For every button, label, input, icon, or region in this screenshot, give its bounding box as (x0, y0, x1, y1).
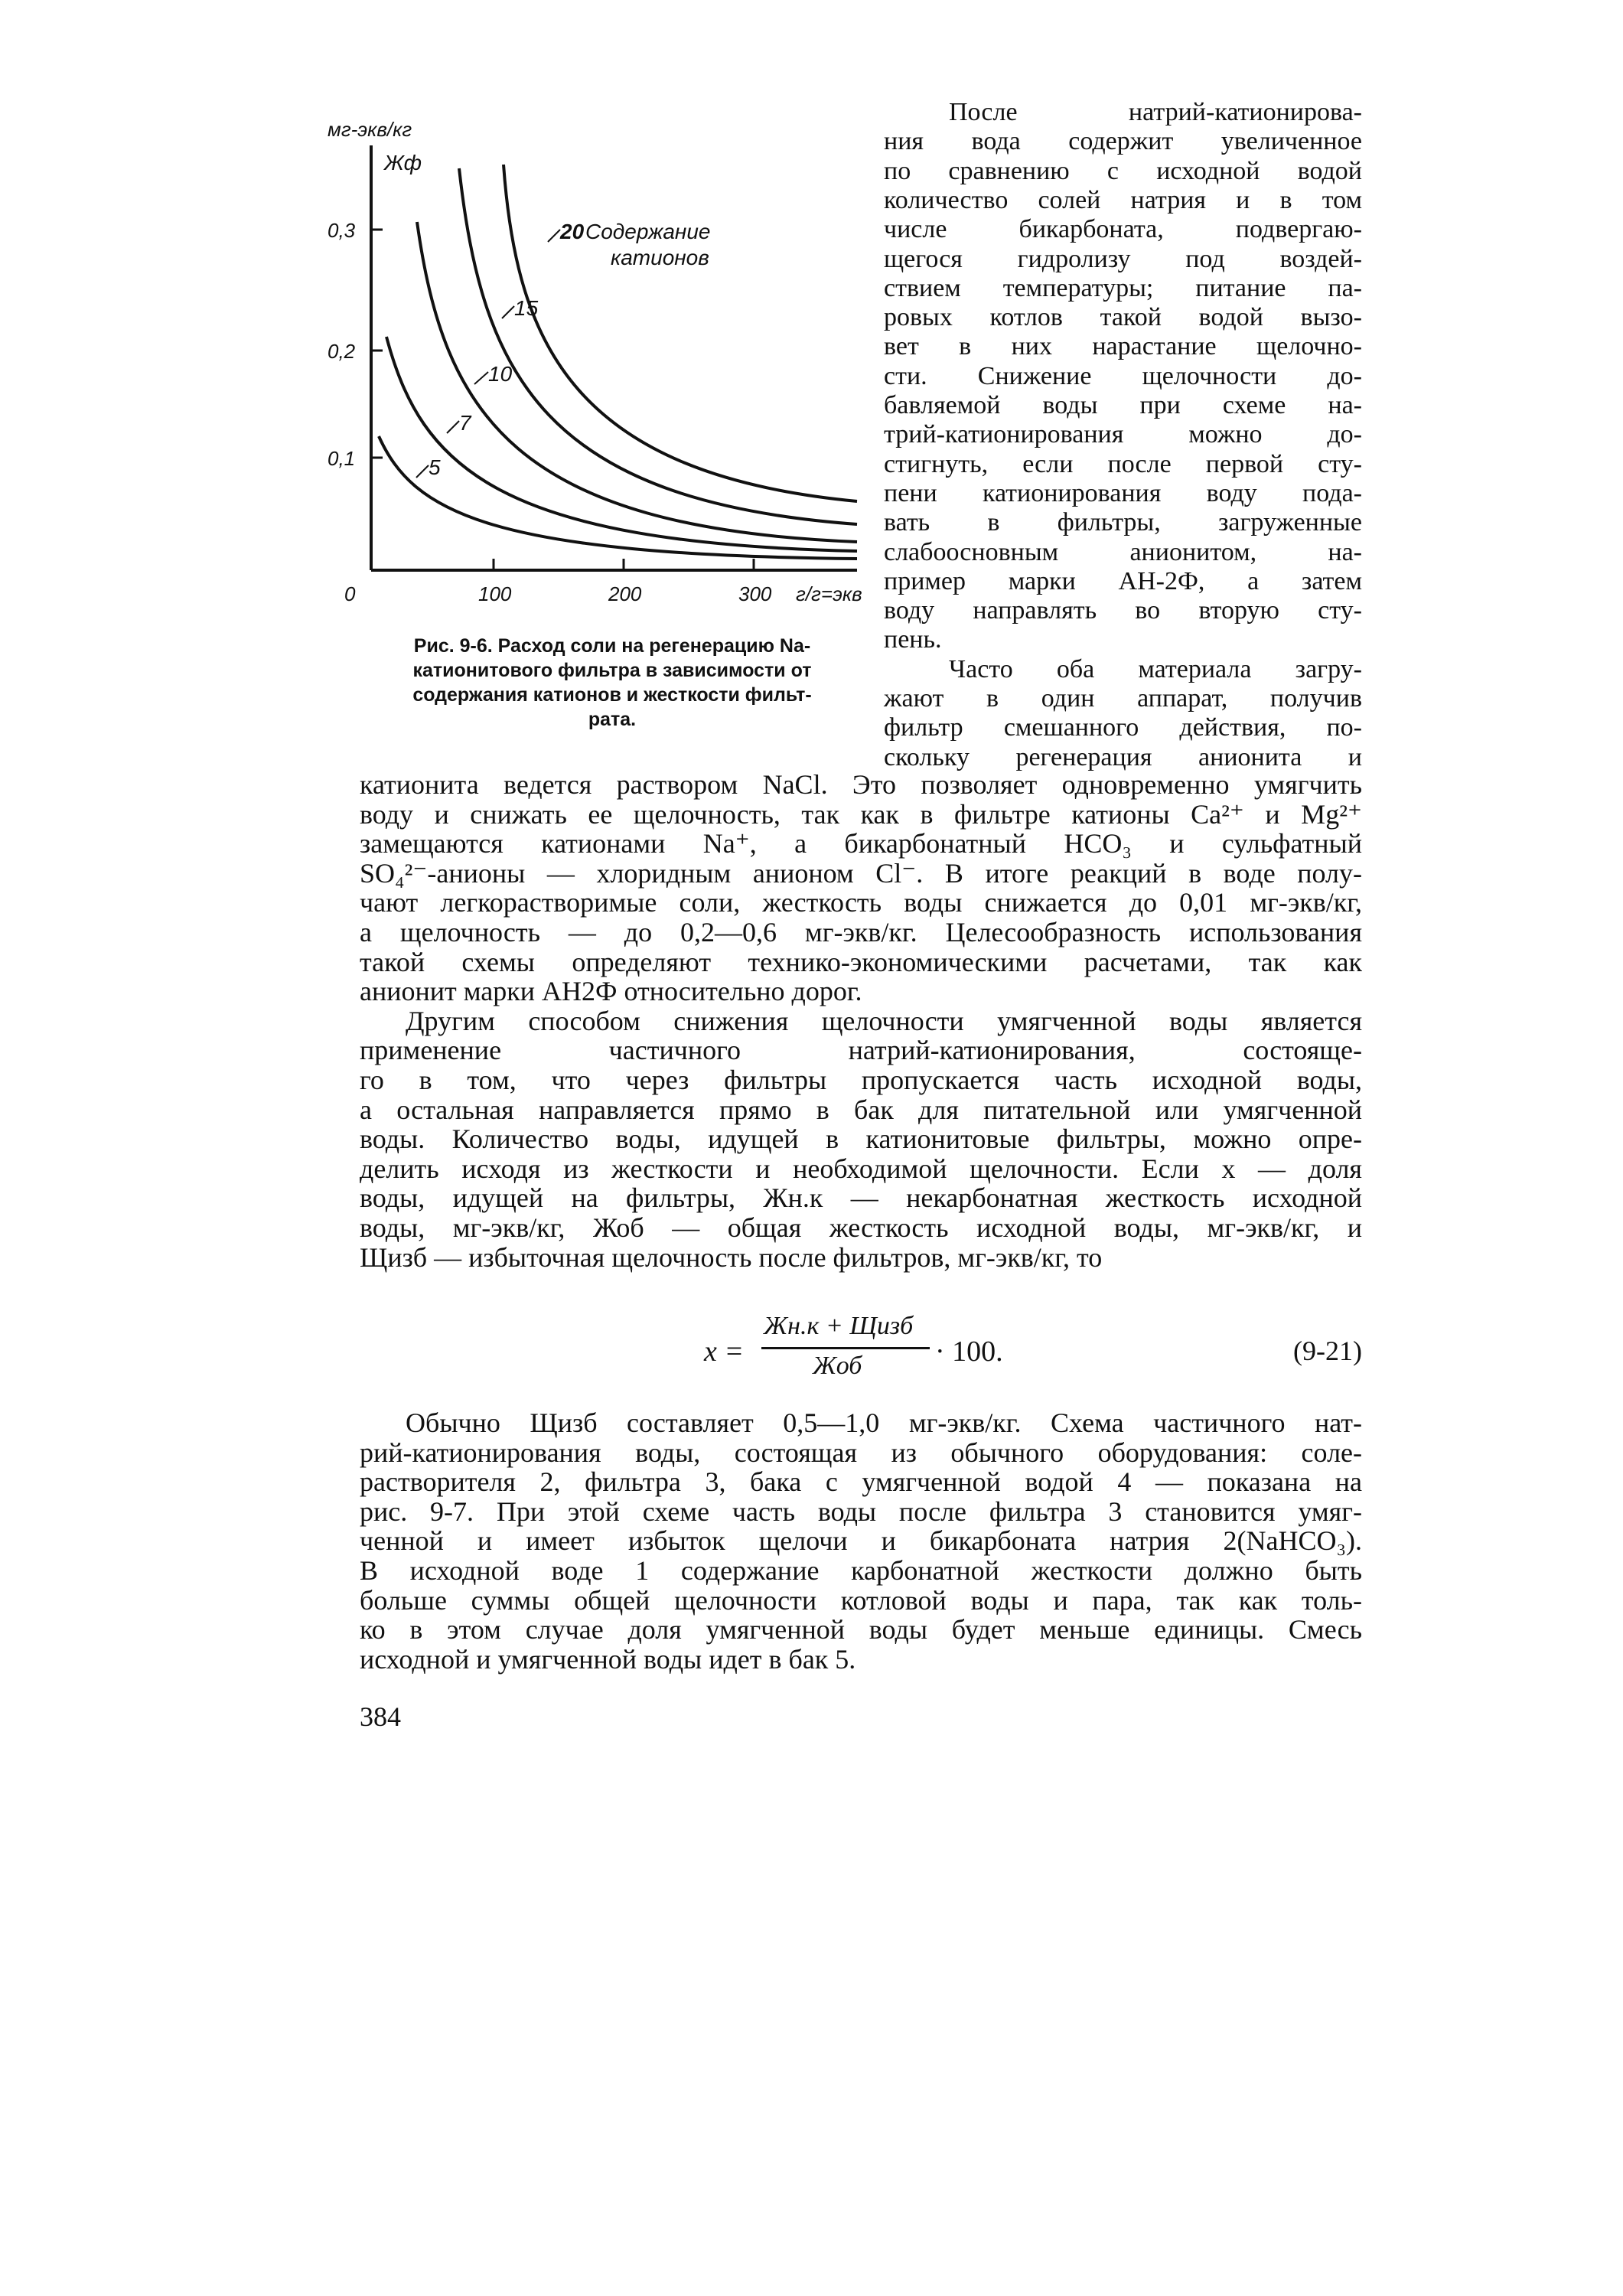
body-text (360, 768, 1362, 1273)
legend-title: катионов (611, 246, 709, 269)
text-line: го в том, что через фильтры пропускается часть исходной воды, (360, 1065, 1362, 1095)
page-number: 384 (360, 1701, 401, 1732)
figure-9-6-chart (321, 115, 888, 620)
text-line: ко в этом случае доля умягченной воды будет меньше единицы. Смесь (360, 1614, 1362, 1645)
text-line: стигнуть, если после первой сту- (884, 449, 1362, 478)
curve-label-5: 5 (429, 455, 441, 479)
text-line: После натрий-катионирова- (949, 98, 1362, 126)
caption-line: рата. (588, 709, 637, 730)
text-line: замещаются катионами Na⁺, а бикарбонатный HCO₃ и сульфатный (360, 828, 1362, 859)
text-line: по сравнению с исходной водой (884, 156, 1362, 185)
text-line: воды, мг-экв/кг, Жоб — общая жесткость исходной воды, мг-экв/кг, и (360, 1212, 1362, 1243)
text-line: ствием температуры; питание па- (884, 273, 1362, 302)
text-line: применение частичного натрий-катионирования, состояще- (360, 1035, 1362, 1066)
curve-leader-5 (416, 465, 429, 478)
curve-leader-15 (502, 306, 514, 318)
equation-9-21 (704, 1312, 1041, 1387)
text-line: воды. Количество воды, идущей в катионитовые фильтры, можно опре- (360, 1124, 1362, 1155)
caption-line: Рис. 9-6. Расход соли на регенерацию Na- (413, 635, 811, 657)
text-line: Часто оба материала загру- (949, 654, 1362, 683)
equation-tail: · 100. (935, 1336, 1003, 1368)
y-axis-symbol: Жф (384, 151, 422, 174)
x-tick-label: 300 (738, 582, 772, 605)
curve-20 (504, 165, 857, 501)
fraction-bar (761, 1347, 930, 1349)
curve-label-15: 15 (514, 296, 539, 320)
text-line: воду направлять во вторую сту- (884, 596, 1362, 625)
legend-title: Содержание (585, 220, 711, 243)
text-line: чают легкорастворимые соли, жесткость воды снижается до 0,01 мг-экв/кг, (360, 887, 1362, 918)
caption-line: катионитового фильтра в зависимости от (412, 660, 812, 681)
text-line: слабоосновным анионитом, на- (884, 537, 1362, 566)
text-line: Обычно Щизб составляет 0,5—1,0 мг-экв/кг. Схема частичного нат- (406, 1407, 1362, 1438)
y-tick-label: 0,1 (328, 447, 356, 470)
curve-leader-20 (548, 230, 560, 242)
equation-numerator: Жн.к + Щизб (764, 1312, 914, 1340)
text-line: жают в один аппарат, получив (884, 684, 1362, 713)
x-axis-unit-label: г/г=экв (796, 582, 862, 605)
text-line: сти. Снижение щелочности до- (884, 361, 1362, 390)
text-line: вет в них нарастание щелочно- (884, 332, 1362, 361)
text-line: трий-катионирования можно до- (884, 420, 1362, 449)
text-line: числе бикарбоната, подвергаю- (884, 215, 1362, 244)
text-line: а щелочность — до 0,2—0,6 мг-экв/кг. Целесообразность использования (360, 917, 1362, 947)
curve-leader-10 (474, 372, 488, 384)
text-line: бавляемой воды при схеме на- (884, 391, 1362, 419)
text-line: а остальная направляется прямо в бак для питательной или умягченной (360, 1094, 1362, 1125)
text-line: вать в фильтры, загруженные (884, 508, 1362, 537)
equation-denominator: Жоб (813, 1352, 862, 1380)
text-line: рий-катионирования воды, состоящая из обычного оборудования: соле- (360, 1437, 1362, 1468)
y-tick-label: 0,2 (328, 340, 356, 363)
text-line: воду и снижать ее щелочность, так как в фильтре катионы Ca²⁺ и Mg²⁺ (360, 798, 1362, 830)
x-tick-label: 200 (608, 582, 642, 605)
curve-leader-7 (447, 421, 459, 433)
text-line: щегося гидролизу под воздей- (884, 244, 1362, 273)
text-line: Щизб — избыточная щелочность после фильтров, мг-экв/кг, то (360, 1241, 1103, 1273)
curve-label-10: 10 (488, 362, 513, 386)
x-tick-label: 100 (478, 582, 512, 605)
text-line: воды, идущей на фильтры, Жн.к — некарбонатная жесткость исходной (360, 1182, 1362, 1214)
text-line: пример марки АН-2Ф, а затем (884, 566, 1362, 595)
text-line: В исходной воде 1 содержание карбонатной жесткости должно быть (360, 1555, 1362, 1586)
y-tick-label: 0,3 (328, 219, 356, 242)
text-line: ния вода содержит увеличенное (884, 127, 1362, 156)
text-line: скольку регенерация анионита и (884, 742, 1362, 771)
y-axis-unit-label: мг-экв/кг (328, 118, 412, 141)
text-line: пень. (884, 625, 942, 654)
text-line: анионит марки АН2Ф относительно дорог. (360, 976, 862, 1007)
text-line: SO₄²⁻-анионы — хлоридным анионом Cl⁻. В итоге реакций в воде полу- (360, 857, 1362, 889)
text-line: больше суммы общей щелочности котловой воды и пара, так как толь- (360, 1584, 1362, 1616)
figure-caption (360, 634, 865, 732)
text-line: фильтр смешанного действия, по- (884, 713, 1362, 742)
text-line: такой схемы определяют технико-экономическими расчетами, так как (360, 946, 1362, 977)
text-line: растворителя 2, фильтра 3, бака с умягченной водой 4 — показана на (360, 1466, 1362, 1498)
right-column-text (884, 98, 1362, 772)
origin-label: 0 (344, 582, 356, 605)
equation-lhs: x = (704, 1336, 745, 1368)
body-text-after-equation (360, 1407, 1362, 1675)
curve-label-7: 7 (459, 411, 471, 435)
caption-line: содержания катионов и жесткости фильт- (412, 684, 812, 706)
text-line: ровых котлов такой водой вызо- (884, 303, 1362, 332)
text-line: Другим способом снижения щелочности умягченной воды является (406, 1005, 1362, 1036)
text-line: исходной и умягченной воды идет в бак 5. (360, 1643, 856, 1675)
text-line: количество солей натрия и в том (884, 185, 1362, 214)
text-line: делить исходя из жесткости и необходимой щелочности. Если x — доля (360, 1153, 1362, 1184)
text-line: рис. 9-7. При этой схеме часть воды после фильтра 3 становится умяг- (360, 1495, 1362, 1527)
text-line: пени катионирования воду пода- (884, 478, 1362, 507)
curve-label-20: 20 (560, 220, 585, 243)
text-line: ченной и имеет избыток щелочи и бикарбоната натрия 2(NaHCO₃). (360, 1525, 1362, 1557)
equation-number: (9-21) (1293, 1336, 1362, 1366)
text-line: катионита ведется раствором NaCl. Это позволяет одновременно умягчить (360, 769, 1362, 800)
